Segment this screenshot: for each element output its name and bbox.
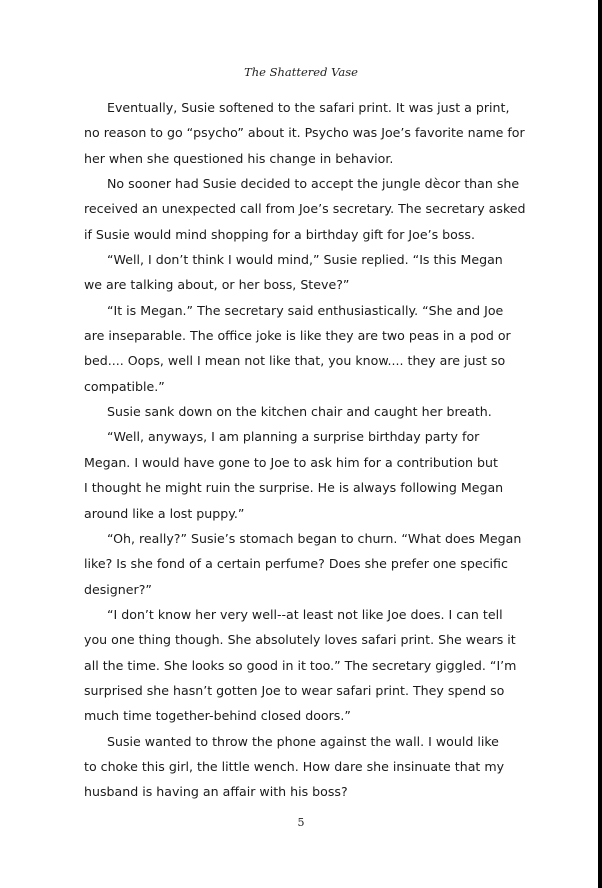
body-text: [84, 98, 532, 808]
text-line: we are talking about, or her boss, Steve?”: [84, 277, 350, 293]
text-line: “I don’t know her very well--at least not like Joe does. I can tell: [107, 606, 503, 622]
text-line: if Susie would mind shopping for a birthday gift for Joe’s boss.: [84, 226, 475, 242]
text-line: “It is Megan.” The secretary said enthusiastically. “She and Joe: [107, 302, 504, 318]
text-line: “Well, anyways, I am planning a surprise birthday party for: [107, 429, 480, 445]
text-line: no reason to go “psycho” about it. Psycho was Joe’s favorite name for: [84, 125, 525, 141]
text-line: “Oh, really?” Susie’s stomach began to churn. “What does Megan: [107, 530, 522, 546]
text-line: all the time. She looks so good in it too.” The secretary giggled. “I’m: [84, 657, 517, 673]
text-line: around like a lost puppy.”: [84, 505, 245, 521]
text-line: surprised she hasn’t gotten Joe to wear safari print. They spend so: [84, 682, 505, 698]
text-line: compatible.”: [84, 378, 165, 394]
text-line: Susie wanted to throw the phone against the wall. I would like: [107, 733, 499, 749]
text-line: Megan. I would have gone to Joe to ask him for a contribution but: [84, 454, 498, 470]
text-line: designer?”: [84, 581, 152, 597]
text-line: Susie sank down on the kitchen chair and caught her breath.: [107, 404, 492, 420]
text-line: much time together-behind closed doors.”: [84, 708, 351, 724]
text-line: bed.... Oops, well I mean not like that, you know.... they are just so: [84, 353, 506, 369]
running-head: The Shattered Vase: [244, 65, 358, 79]
page-number: 5: [297, 816, 305, 829]
text-line: husband is having an affair with his boss?: [84, 784, 348, 800]
text-line: No sooner had Susie decided to accept the jungle dècor than she: [107, 176, 520, 192]
text-line: are inseparable. The office joke is like they are two peas in a pod or: [84, 328, 511, 344]
text-line: received an unexpected call from Joe’s secretary. The secretary asked: [84, 201, 526, 217]
text-line: her when she questioned his change in behavior.: [84, 150, 394, 166]
text-line: you one thing though. She absolutely loves safari print. She wears it: [84, 632, 516, 648]
text-line: like? Is she fond of a certain perfume? Does she prefer one specific: [84, 556, 508, 572]
text-line: Eventually, Susie softened to the safari print. It was just a print,: [107, 100, 510, 115]
text-line: to choke this girl, the little wench. How dare she insinuate that my: [84, 758, 505, 774]
text-line: “Well, I don’t think I would mind,” Susie replied. “Is this Megan: [107, 252, 503, 268]
page-edge: [598, 0, 602, 888]
text-line: I thought he might ruin the surprise. He is always following Megan: [84, 480, 504, 496]
